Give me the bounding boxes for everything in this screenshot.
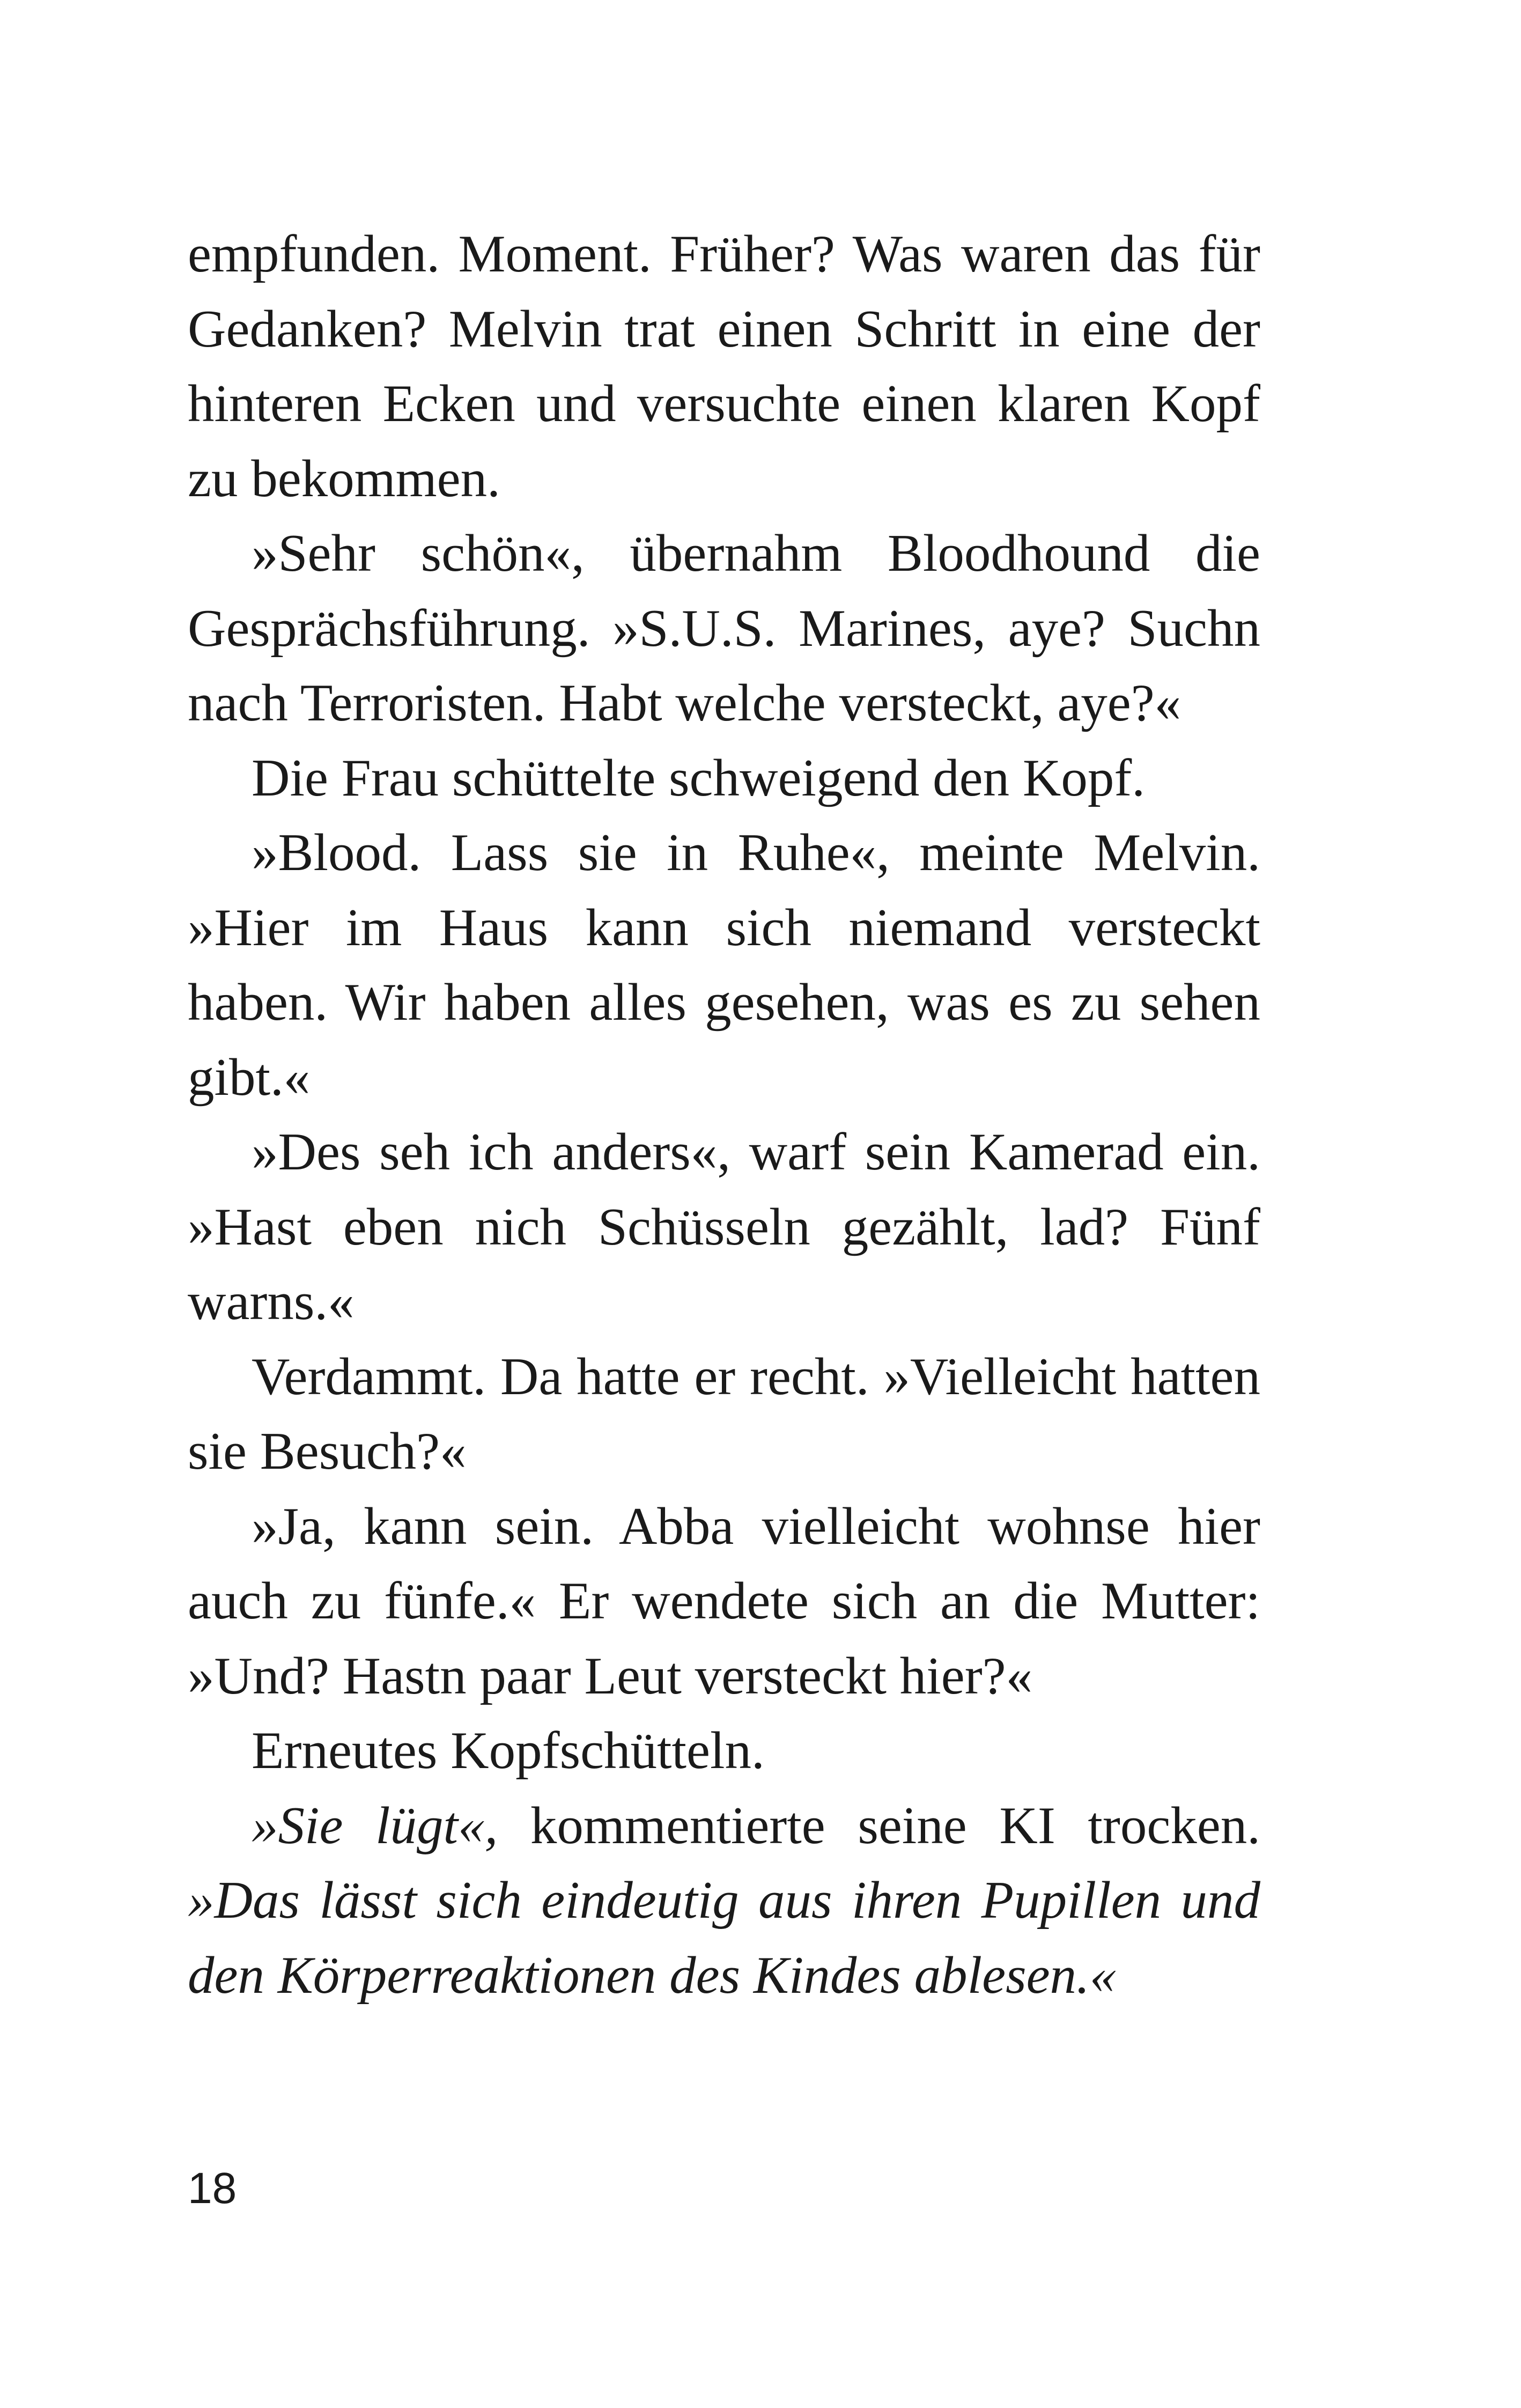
body-text [188,217,1260,2013]
paragraph: Verdammt. Da hatte er recht. »Vielleicht hatten sie Besuch?« [188,1347,1260,1481]
paragraph: »Ja, kann sein. Abba vielleicht wohnse hier auch zu fünfe.« Er wendete sich an die Mutter: »Und? Hastn paar Leut versteckt hier?« [188,1497,1260,1705]
paragraph: empfunden. Moment. Früher? Was waren das für Gedanken? Melvin trat einen Schritt in eine der hinteren Ecken und versuchte einen klaren Kopf zu bekommen. [188,225,1260,508]
narration: kommentierte seine KI trocken. [498,1796,1260,1855]
ai-speech-end: »Das lässt sich eindeutig aus ihren Pupillen und den Körperreaktionen des Kindes ablesen.« [188,1871,1260,2005]
paragraph: »Des seh ich anders«, warf sein Kamerad ein. »Hast eben nich Schüsseln gezählt, lad? Fünf warns.« [188,1123,1260,1331]
page-number: 18 [188,2164,237,2213]
paragraph-mixed [188,1788,1260,2013]
paragraph: Erneutes Kopfschütteln. [252,1721,765,1780]
ai-speech-start: »Sie lügt«, [252,1796,498,1855]
paragraph: »Blood. Lass sie in Ruhe«, meinte Melvin. »Hier im Haus kann sich niemand versteckt haben. Wir haben alles gesehen, was es zu sehen gibt.« [188,823,1260,1107]
paragraph: »Sehr schön«, übernahm Bloodhound die Gesprächsführung. »S.U.S. Marines, aye? Suchn nach Terroristen. Habt welche versteckt, aye?« [188,524,1260,732]
paragraph: Die Frau schüttelte schweigend den Kopf. [252,748,1146,807]
